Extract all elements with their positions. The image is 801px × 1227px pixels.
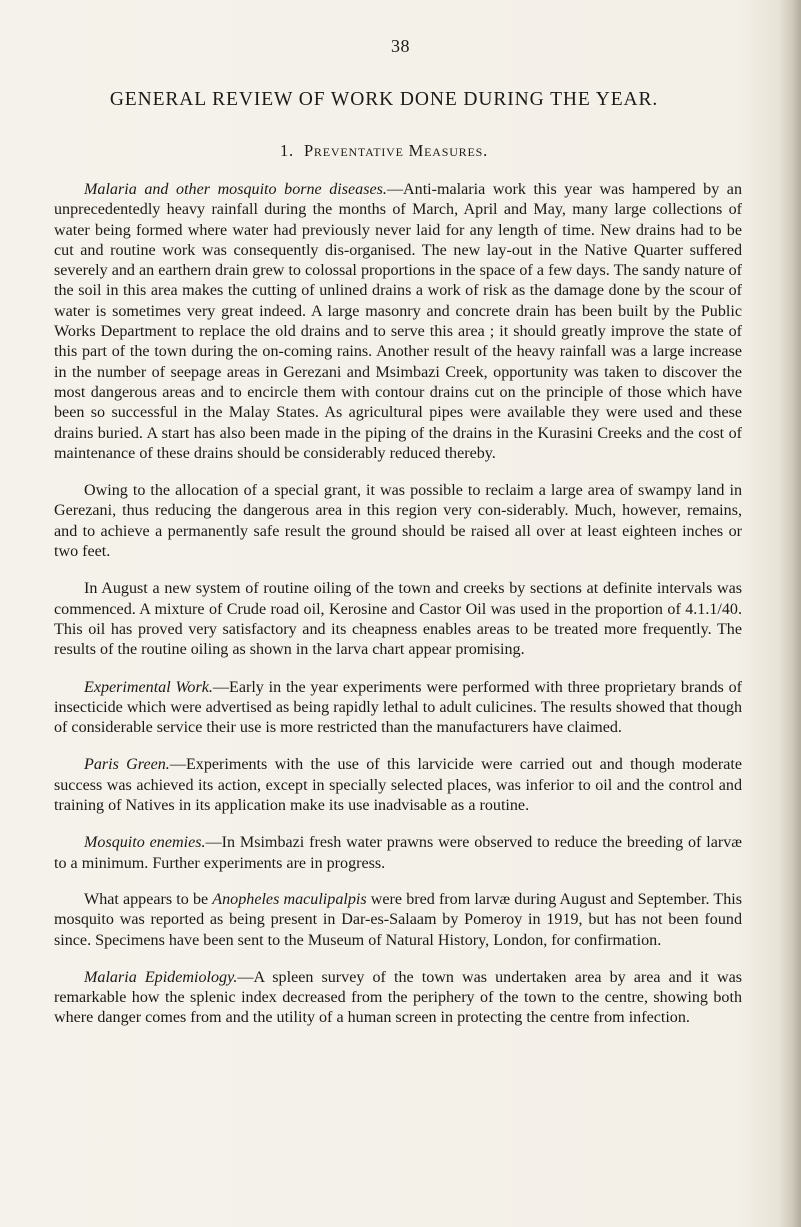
- body-text: [54, 180, 742, 1046]
- paragraph-mosquito-enemies: [54, 833, 742, 874]
- paragraph-experimental-work: [54, 678, 742, 739]
- paragraph-malaria-mosquito-diseases: [54, 180, 742, 464]
- paragraph-lead: Mosquito enemies.: [84, 834, 206, 852]
- paragraph-text: —Anti-malaria work this year was hampered by an unprecedentedly heavy rainfall during the months of March, April and May, many large collections of water being formed where water had previously never laid for any length of time. New drains had to be cut and routine work was consequently dis-organised. The new lay-out in the Native Quarter suffered severely and an earthern drain grew to colossal proportions in the space of a few days. The sandy nature of the soil in this area makes the cutting of unlined drains a work of risk as the damage done by the scour of water is sometimes very great indeed. A large masonry and concrete drain has been built by the Public Works Department to replace the old drains and to serve this area ; it should greatly improve the state of this part of the town during the on-coming rains. Another result of the heavy rainfall was a large increase in the number of seepage areas in Gerezani and Msimbazi Creek, opportunity was taken to discover the most dangerous areas and to encircle them with contour drains cut on the principle of those which have been so successful in the Malay States. As agricultural pipes were available they were used and these drains buried. A start has also been made in the piping of the drains in the Kurasini Creeks and the cost of maintenance of these drains should be considerably reduced thereby.: [54, 181, 742, 462]
- page-heading: GENERAL REVIEW OF WORK DONE DURING THE YEAR.: [109, 89, 659, 110]
- paragraph-text: —Early in the year experiments were performed with three proprietary brands of insecticide which were advertised as being rapidly lethal to adult culicines. The results showed that though of considerable service their use is more restricted than the manufacturers have claimed.: [54, 678, 742, 737]
- paragraph-lead: Malaria Epidemiology.: [84, 968, 238, 986]
- page-number: 38: [391, 36, 410, 56]
- paragraph-routine-oiling: [54, 579, 742, 660]
- section-title: Preventative Measures.: [303, 141, 489, 160]
- paragraph-special-grant: [54, 481, 742, 562]
- paragraph-text: What appears to be: [84, 890, 213, 908]
- page-edge-shadow: [779, 0, 801, 1227]
- section-heading: [54, 141, 714, 161]
- species-name: Anopheles maculipalpis: [212, 890, 367, 908]
- paragraph-lead: Experimental Work.: [84, 678, 213, 696]
- section-number: 1.: [279, 141, 294, 160]
- paragraph-lead: Paris Green.: [84, 756, 170, 774]
- paragraph-anopheles: [54, 890, 742, 951]
- paragraph-text: Owing to the allocation of a special grant, it was possible to reclaim a large area of swampy land in Gerezani, thus reducing the dangerous area in this region very con-siderably. Much, however, remains, and to achieve a permanently safe result the ground should be raised all over at least eighteen inches or two feet.: [54, 482, 742, 561]
- paragraph-text: —In Msimbazi fresh water prawns were observed to reduce the breeding of larvæ to a minimum. Further experiments are in progress.: [54, 834, 743, 872]
- paragraph-lead: Malaria and other mosquito borne diseases.: [84, 181, 387, 198]
- paragraph-text: —Experiments with the use of this larvicide were carried out and though moderate success was achieved its action, except in specially selected places, was inferior to oil and the control and training of Natives in its application make its use inadvisable as a routine.: [54, 756, 743, 815]
- paragraph-paris-green: [54, 755, 742, 816]
- paragraph-text: were bred from larvæ during August and September. This mosquito was reported as being present in Dar-es-Salaam by Pomeroy in 1919, but has not been found since. Specimens have been sent to the Museum of Natural History, London, for confirmation.: [54, 890, 742, 949]
- paragraph-text: —A spleen survey of the town was undertaken area by area and it was remarkable how the splenic index decreased from the periphery of the town to the centre, showing both where danger comes from and the utility of a human screen in protecting the centre from infection.: [54, 968, 742, 1027]
- paragraph-malaria-epidemiology: [54, 968, 742, 1029]
- paragraph-text: In August a new system of routine oiling of the town and creeks by sections at definite intervals was commenced. A mixture of Crude road oil, Kerosine and Castor Oil was used in the proportion of 4.1.1/40. This oil has proved very satisfactory and its cheapness enables areas to be treated more frequently. The results of the routine oiling as shown in the larva chart appear promising.: [54, 580, 742, 659]
